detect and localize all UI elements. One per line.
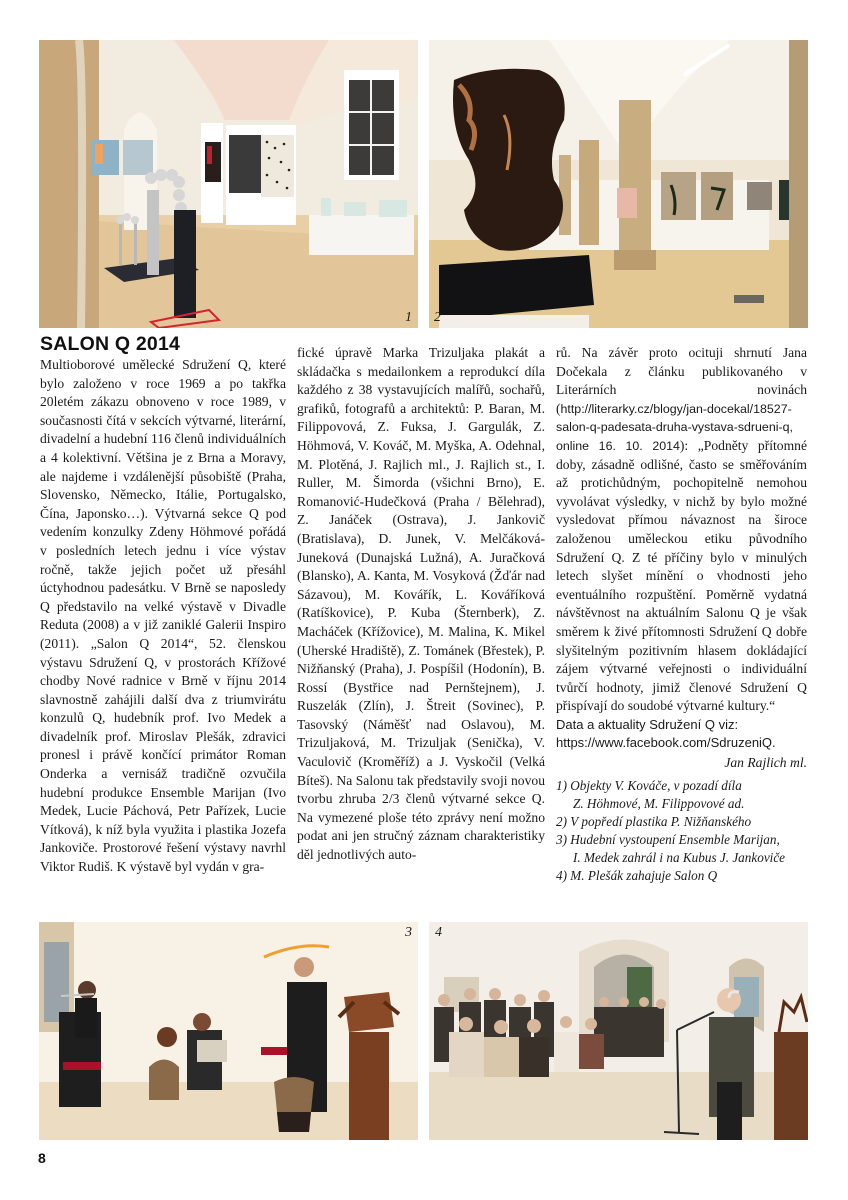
article-column-1: Multioborové umělecké Sdružení Q, které bylo založeno v roce 1969 a po takřka 20letém zákazu obnoveno v roce 1989, v současnosti čítá v sekcích výtvarné, literární, divadelní a hudební 116 členů individuálních a 4 kolektivní. Většina je z Brna a Moravy, ale najdeme i vzdálenější působiště (Praha, Slovensko, Německo, Itálie, Portugalsko, Čína, Japonsko…). Výtvarná sekce Q pod vedením konzulky Zdeny Höhmové pořádá v posledních letech jednu i více výstav ročně, takže jejich počet už přesáhl úctyhodnou padesátku. V Brně se naposledy Q představilo na velké výstavě v Divadle Reduta (2008) a v již zaniklé Galerii Inspiro (2011). „Salon Q 2014“, 52. členskou výstavu Sdružení Q, v prostorách Křížové chodby Nové radnice v Brně v říjnu 2014 slavnostně zahájili další dva z triumvirátu konzulů Q, hudebník prof. Ivo Medek a divadelník prof. Miroslav Plešák, zdravici pronesl i právě končící primátor Roman Onderka a vernisáž tradičně ozvučila hudební produkce Ensemble Marijan (Ivo Medek, Lucie Páchová, Petr Pařízek, Lucie Vítková), k níž byla využita i plastika Jozefa Jankoviče. Prostorové řešení výstavy navrhl Viktor Rudiš. K výstavě byl vydán v gra- [40,357,286,875]
caption-1-continued: Z. Höhmové, M. Filippovové ad. [573,795,745,811]
literarky-source-link[interactable]: http://literarky.cz/blogy/jan-docekal/18527-salon-q-padesata-druha-vystava-sdrueni-q, online 16. 10. 2014 [556,401,793,453]
photo-2-bronze-sculpture [429,40,808,328]
caption-3: 3) Hudební vystoupení Ensemble Marijan, [556,831,780,847]
photo-2-illustration [429,40,808,328]
caption-3-continued: I. Medek zahrál i na Kubus J. Jankoviče [573,849,786,865]
photo-3-illustration [39,922,418,1140]
photo-4-illustration [429,922,808,1140]
info-line: Data a aktuality Sdružení Q viz: [556,716,739,732]
caption-1: 1) Objekty V. Kováče, v pozadí díla [556,777,742,793]
photo-1-illustration [39,40,418,328]
photo-2-number: 2 [434,310,441,325]
column-3-text-start: rů. Na závěr proto ocituji shrnutí Jana Dočekala z článku publikovaného v Literárních novinách ( [556,345,807,416]
photo-captions [556,777,807,885]
facebook-link[interactable]: https://www.facebook.com/SdruzeniQ. [556,735,776,751]
article-title: SALON Q 2014 [40,333,181,355]
column-3-quote: ): „Podněty přítomné doby, zásadně odlišné, často se směřováním až protichůdným, pochopitelně nemohou vyvolávat výsledky, v nichž by bylo možné vysledovat přímou návaznost na široce založenou uměleckou etiku původního Sdružení Q. Z té příčiny bylo v minulých letech slyšet mínění o vhodnosti jeho eventuálního rozpuštění. Poměrně vydatná návštěvnost na aktuálním Salonu Q je však směrem k živé přítomnosti Sdružení Q dobře slyšitelným pozitivním hlasem dokládající zájem výtvarné veřejnosti o individuální tvůrčí hodnoty, jimiž členové Sdružení Q přispívají do soudobé výtvarné kultury.“ [556,437,807,714]
photo-1-number: 1 [405,310,412,325]
photo-1-gallery-sculptures [39,40,418,328]
photo-4-opening-speech [429,922,808,1140]
article-column-2: fické úpravě Marka Trizuljaka plakát a skládačka s medailonkem a reprodukcí díla každého z 38 vystavujících malířů, sochařů, grafiků, fotografů a architektů: P. Baran, M. Filippovová, Z. Fuksa, J. Gargulák, Z. Höhmová, V. Kováč, M. Myška, A. Odehnal, M. Plotěná, J. Rajlich ml., J. Rajlich st., I. Ruller, M. Šimorda (všichni Brno), E. Romanović-Hudečková (Praha / Bělehrad), Z. Janáček (Ostrava), J. Jankovič (Bratislava), D. Junek, V. Melčáková-Juneková (Dunajská Lužná), A. Juračková (Blansko), A. Kanta, M. Vosyková (Žďár nad Sázavou), M. Kovářík, L. Kováříková (Ratíškovice), P. Kuba (Šternberk), Z. Macháček (Křížovice), M. Malina, K. Mikel (Uherské Hradiště), Z. Tománek (Břestek), P. Nižňanský (Praha), J. Pospíšil (Hodonín), B. Rossí (Bystřice nad Pernštejnem), J. Ruszelák (Zlín), J. Štreit (Sovinec), P. Tasovský (Náměšť nad Oslavou), M. Trizuljaková, M. Trizuljak (Senička), V. Vaculovič (Kroměříž) a J. Vyskočil (Velká Bíteš). Na Salonu tak představily svoji novou tvorbu zhruba 2/3 členů výtvarné sekce Q. Na vymezené ploše této zprávy není možno podat ani jen stručný záznam charakteristiky děl jednotlivých auto- [297,345,545,863]
article-column-3 [556,344,807,885]
photo-3-ensemble-performance [39,922,418,1140]
caption-2: 2) V popředí plastika P. Nižňanského [556,813,752,829]
caption-4: 4) M. Plešák zahajuje Salon Q [556,867,718,883]
page-number: 8 [38,1150,46,1166]
photo-3-number: 3 [405,925,412,940]
photo-4-number: 4 [435,925,442,940]
article-author: Jan Rajlich ml. [724,755,807,771]
